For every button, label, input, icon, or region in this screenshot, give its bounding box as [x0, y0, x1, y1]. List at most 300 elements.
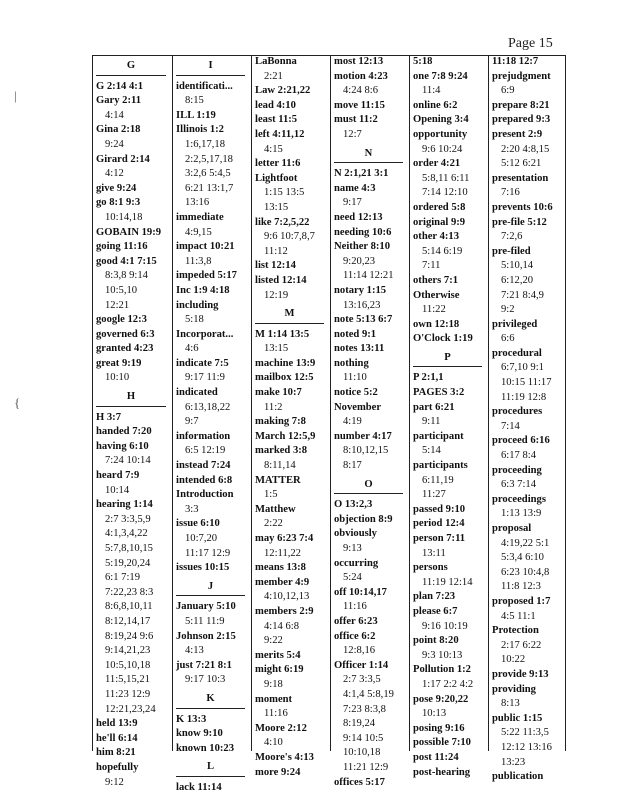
index-entry — [176, 80, 251, 109]
index-entry — [413, 128, 488, 157]
index-term: original 9:9 — [413, 216, 466, 228]
index-entry — [334, 313, 409, 328]
index-term: K 13:3 — [176, 713, 207, 725]
index-term: GOBAIN 19:9 — [96, 226, 162, 238]
index-entry — [334, 386, 409, 401]
index-term: may 6:23 7:4 — [255, 533, 314, 544]
page-line-reference: 13:16,23 — [343, 299, 381, 311]
index-entry — [413, 55, 488, 70]
index-entry — [334, 113, 409, 142]
index-term: period 12:4 — [413, 518, 465, 530]
index-entry — [413, 532, 488, 561]
index-term: off 10:14,17 — [334, 586, 387, 598]
index-term: moment — [255, 693, 293, 705]
index-entry — [492, 70, 567, 99]
page-line-reference: 4:19,22 5:1 — [501, 537, 550, 549]
page-line-reference: 9:16 10:19 — [422, 620, 468, 632]
index-entry — [255, 357, 330, 372]
index-entry — [492, 172, 567, 201]
index-entry — [176, 742, 251, 757]
page-line-reference: 4:19 — [343, 416, 362, 428]
index-term: proceedings — [492, 493, 546, 505]
index-entry — [413, 401, 488, 430]
page-line-reference: 4:6 — [185, 343, 199, 355]
index-term: opportunity — [413, 128, 468, 140]
page-line-reference: 6:3 7:14 — [501, 479, 537, 491]
index-term: MATTER — [255, 474, 301, 486]
page-line-reference: 6:21 13:1,7 — [185, 182, 234, 194]
page-line-reference: 7:2,6 — [501, 231, 523, 243]
index-term: left 4:11,12 — [255, 128, 305, 140]
index-term: heard 7:9 — [96, 470, 140, 482]
index-entry — [255, 503, 330, 532]
index-term: impact 10:21 — [176, 241, 235, 253]
page-line-reference: 13:15 — [264, 343, 289, 355]
index-term: Moore 2:12 — [255, 722, 307, 734]
index-entry — [96, 342, 172, 357]
index-entry — [413, 736, 488, 751]
page-line-reference: 11:22 — [422, 304, 446, 316]
index-entry — [96, 425, 172, 440]
page-line-reference: 5:8,11 6:11 — [422, 172, 470, 184]
index-term: must 11:2 — [334, 114, 378, 126]
index-entry — [96, 469, 172, 498]
index-entry — [492, 493, 567, 522]
word-index-table — [92, 55, 566, 793]
index-term: P 2:1,1 — [413, 372, 444, 384]
index-entry — [255, 722, 330, 751]
index-entry — [255, 474, 330, 503]
letter-heading: L — [176, 760, 245, 777]
index-term: might 6:19 — [255, 664, 304, 676]
page-line-reference: 11:14 12:21 — [343, 270, 394, 282]
index-term: name 4:3 — [334, 182, 376, 194]
page-line-reference: 8:11,14 — [264, 460, 296, 472]
index-term: Moore's 4:13 — [255, 751, 314, 763]
index-entry — [255, 216, 330, 260]
page-line-reference: 4:15 — [264, 143, 283, 155]
index-term: proposed 1:7 — [492, 595, 551, 607]
index-term: proceed 6:16 — [492, 435, 550, 447]
index-term: having 6:10 — [96, 440, 149, 452]
page-line-reference: 4:5 11:1 — [501, 610, 536, 622]
page-line-reference: 1:5 — [264, 489, 278, 501]
index-entry — [334, 328, 409, 343]
page-line-reference: 11:16 — [264, 708, 288, 720]
index-term: participants — [413, 460, 468, 472]
index-entry — [413, 503, 488, 518]
page-line-reference: 9:6 10:24 — [422, 143, 463, 155]
index-term: listed 12:14 — [255, 274, 307, 286]
index-term: present 2:9 — [492, 128, 543, 140]
index-term: O 13:2,3 — [334, 499, 373, 511]
page-line-reference: 2:22 — [264, 518, 283, 530]
index-entry — [334, 401, 409, 430]
index-entry — [255, 157, 330, 172]
index-term: governed 6:3 — [96, 328, 155, 340]
page-line-reference: 6:11,19 — [422, 474, 454, 486]
index-term: Incorporat... — [176, 328, 234, 340]
index-column-2 — [172, 55, 251, 793]
index-term: identificati... — [176, 80, 233, 92]
index-term: notes 13:11 — [334, 343, 385, 355]
index-entry — [96, 746, 172, 761]
page-line-reference: 9:17 — [343, 197, 362, 209]
index-entry — [96, 94, 172, 123]
index-entry — [176, 109, 251, 124]
page-line-reference: 8:15 — [185, 95, 204, 107]
index-term: ILL 1:19 — [176, 109, 216, 121]
index-term: most 12:13 — [334, 56, 384, 67]
index-entry — [96, 498, 172, 717]
index-entry — [492, 434, 567, 463]
index-entry — [176, 299, 251, 328]
index-term: persons — [413, 562, 448, 574]
page-line-reference: 11:12 — [264, 245, 288, 257]
page-line-reference: 6:17 8:4 — [501, 450, 537, 462]
index-term: ordered 5:8 — [413, 201, 466, 213]
index-entry — [413, 722, 488, 737]
index-term: means 13:8 — [255, 562, 306, 574]
index-entry — [334, 615, 409, 630]
index-entry — [255, 259, 330, 274]
index-term: Law 2:21,22 — [255, 85, 311, 97]
page-line-reference: 4:10,12,13 — [264, 591, 310, 603]
page-line-reference: 10:5,10 — [105, 284, 138, 296]
index-term: move 11:15 — [334, 99, 385, 111]
index-term: H 3:7 — [96, 411, 122, 423]
index-term: Gary 2:11 — [96, 95, 142, 107]
index-entry — [334, 357, 409, 386]
page-line-reference: 8:3,8 9:14 — [105, 270, 148, 282]
index-entry — [255, 766, 330, 781]
page-line-reference: 1:6,17,18 — [185, 138, 226, 150]
index-term: January 5:10 — [176, 601, 236, 613]
page-line-reference: 4:1,4 5:8,19 — [343, 688, 394, 700]
index-term: known 10:23 — [176, 742, 234, 754]
index-entry — [96, 357, 172, 386]
page-line-reference: 9:17 11:9 — [185, 372, 225, 384]
index-entry — [492, 464, 567, 493]
index-term: know 9:10 — [176, 728, 223, 740]
page-line-reference: 12:7 — [343, 128, 362, 140]
index-entry — [255, 113, 330, 128]
page-line-reference: 11:19 12:14 — [422, 576, 473, 588]
index-entry — [176, 488, 251, 517]
index-term: hopefully — [96, 761, 139, 773]
index-entry — [255, 605, 330, 649]
index-entry — [413, 517, 488, 532]
index-entry — [492, 99, 567, 114]
index-term: offices 5:17 — [334, 776, 385, 788]
index-term: give 9:24 — [96, 182, 137, 194]
index-entry — [255, 649, 330, 664]
index-term: pose 9:20,22 — [413, 693, 469, 705]
page-line-reference: 11:8 12:3 — [501, 581, 541, 593]
index-entry — [492, 668, 567, 683]
index-term: noted 9:1 — [334, 328, 377, 340]
page-line-reference: 7:23 8:3,8 — [343, 703, 386, 715]
page-line-reference: 8:10,12,15 — [343, 445, 389, 457]
index-term: LaBonna — [255, 56, 297, 67]
index-entry — [176, 600, 251, 629]
index-entry — [413, 605, 488, 634]
index-term: notice 5:2 — [334, 387, 378, 399]
index-term: held 13:9 — [96, 718, 138, 730]
index-entry — [413, 289, 488, 318]
page-line-reference: 11:19 12:8 — [501, 391, 547, 403]
index-term: notary 1:15 — [334, 284, 387, 296]
page-line-reference: 10:14,18 — [105, 211, 143, 223]
index-entry — [334, 182, 409, 211]
index-term: motion 4:23 — [334, 70, 388, 82]
index-column-1 — [93, 55, 172, 788]
page-line-reference: 4:12 — [105, 168, 124, 180]
index-term: Lightfoot — [255, 172, 298, 184]
index-term: Matthew — [255, 503, 296, 515]
index-term: March 12:5,9 — [255, 430, 316, 442]
page-line-reference: 11:10 — [343, 372, 367, 384]
index-term: point 8:20 — [413, 635, 459, 647]
index-term: 5:18 — [413, 56, 433, 67]
index-entry — [96, 255, 172, 313]
index-entry — [255, 55, 330, 84]
index-entry — [413, 113, 488, 128]
index-term: prevents 10:6 — [492, 201, 553, 213]
index-entry — [492, 216, 567, 245]
page-line-reference: 11:5,15,21 — [105, 674, 150, 686]
page-line-reference: 11:3,8 — [185, 255, 212, 267]
index-term: issues 10:15 — [176, 562, 230, 574]
page-line-reference: 2:21 — [264, 70, 283, 82]
index-term: Gina 2:18 — [96, 124, 141, 136]
page-line-reference: 3:2,6 5:4,5 — [185, 168, 231, 180]
page-line-reference: 7:14 — [501, 420, 520, 432]
index-entry — [334, 70, 409, 99]
index-entry — [96, 240, 172, 255]
index-entry — [96, 226, 172, 241]
index-term: more 9:24 — [255, 766, 301, 778]
page-line-reference: 7:16 — [501, 187, 520, 199]
index-entry — [96, 411, 172, 426]
page-line-reference: 4:14 — [105, 109, 124, 121]
page-line-reference: 12:12 13:16 — [501, 741, 552, 753]
index-entry — [255, 751, 330, 766]
index-term: indicated — [176, 387, 218, 399]
page-line-reference: 8:19,24 9:6 — [105, 630, 154, 642]
page-line-reference: 8:17 — [343, 460, 362, 472]
index-term: indicate 7:5 — [176, 357, 229, 369]
index-entry — [176, 781, 251, 796]
index-entry — [334, 342, 409, 357]
index-entry — [255, 84, 330, 99]
page-line-reference: 8:13 — [501, 698, 520, 710]
index-term: post 11:24 — [413, 751, 459, 763]
page-line-reference: 9:14,21,23 — [105, 645, 151, 657]
index-term: obviously — [334, 528, 377, 540]
index-entry — [413, 590, 488, 605]
page-line-reference: 12:11,22 — [264, 547, 301, 559]
letter-heading: N — [334, 147, 403, 164]
index-entry — [413, 99, 488, 114]
page-line-reference: 6:23 10:4,8 — [501, 566, 550, 578]
index-entry — [413, 157, 488, 201]
page-line-reference: 5:14 — [422, 445, 441, 457]
index-entry — [413, 751, 488, 766]
page-line-reference: 1:13 13:9 — [501, 508, 542, 520]
margin-mark: { — [14, 395, 21, 410]
index-column-3 — [251, 55, 330, 778]
index-entry — [96, 717, 172, 732]
page-line-reference: 9:20,23 — [343, 255, 376, 267]
index-term: passed 9:10 — [413, 503, 466, 515]
page-line-reference: 12:8,16 — [343, 645, 376, 657]
page-line-reference: 13:23 — [501, 756, 526, 768]
index-entry — [334, 240, 409, 284]
index-entry — [176, 357, 251, 386]
index-entry — [255, 444, 330, 473]
index-term: proposal — [492, 523, 532, 534]
index-entry — [413, 201, 488, 216]
letter-heading: J — [176, 580, 245, 597]
page-line-reference: 2:17 6:22 — [501, 639, 542, 651]
index-term: good 4:1 7:15 — [96, 255, 157, 267]
index-term: presentation — [492, 172, 549, 184]
index-term: member 4:9 — [255, 576, 310, 588]
index-term: occurring — [334, 557, 379, 569]
index-entry — [413, 561, 488, 590]
index-entry — [492, 113, 567, 128]
page-line-reference: 7:22,23 8:3 — [105, 586, 154, 598]
index-term: prepare 8:21 — [492, 99, 550, 111]
index-term: lack 11:14 — [176, 781, 222, 793]
index-entry — [96, 313, 172, 328]
page-line-reference: 9:13 — [343, 543, 362, 554]
page-line-reference: 5:14 6:19 — [422, 245, 463, 257]
page-line-reference: 11:17 12:9 — [185, 547, 231, 559]
page-line-reference: 7:24 10:14 — [105, 455, 151, 467]
page-line-reference: 8:6,8,10,11 — [105, 601, 153, 613]
page-line-reference: 7:14 12:10 — [422, 187, 468, 199]
page-line-reference: 2:7 3:3,5 — [343, 674, 381, 686]
index-term: note 5:13 6:7 — [334, 314, 393, 326]
index-term: prepared 9:3 — [492, 114, 551, 126]
page-line-reference: 5:11 11:9 — [185, 615, 225, 627]
index-term: nothing — [334, 357, 369, 369]
index-entry — [334, 513, 409, 528]
page-line-reference: 1:17 2:2 4:2 — [422, 678, 474, 690]
letter-heading: I — [176, 59, 245, 76]
index-entry — [334, 55, 409, 70]
index-entry — [176, 659, 251, 688]
index-term: participant — [413, 430, 464, 442]
page-line-reference: 6:1 7:19 — [105, 572, 141, 584]
index-term: needing 10:6 — [334, 226, 392, 238]
index-term: other 4:13 — [413, 231, 459, 243]
page-line-reference: 7:11 — [422, 260, 441, 272]
index-entry — [176, 713, 251, 728]
page-line-reference: 2:20 4:8,15 — [501, 143, 550, 155]
index-term: handed 7:20 — [96, 426, 152, 438]
page-line-reference: 12:19 — [264, 289, 289, 301]
page-line-reference: 6:5 12:19 — [185, 445, 226, 457]
index-entry — [413, 386, 488, 401]
page-line-reference: 6:13,18,22 — [185, 401, 231, 413]
index-entry — [255, 430, 330, 445]
index-term: possible 7:10 — [413, 737, 471, 749]
index-term: him 8:21 — [96, 747, 136, 759]
index-term: Opening 3:4 — [413, 114, 469, 126]
index-entry — [255, 128, 330, 157]
page-line-reference: 9:22 — [264, 635, 283, 647]
index-term: Pollution 1:2 — [413, 664, 471, 676]
index-term: one 7:8 9:24 — [413, 70, 468, 82]
index-entry — [334, 630, 409, 659]
page-line-reference: 4:10 — [264, 737, 283, 749]
index-entry — [492, 347, 567, 405]
index-entry — [255, 99, 330, 114]
index-term: machine 13:9 — [255, 357, 316, 369]
page-line-reference: 12:21 — [105, 299, 130, 311]
index-term: privileged — [492, 318, 538, 330]
page-number: Page 15 — [508, 36, 553, 51]
index-term: go 8:1 9:3 — [96, 197, 141, 209]
page-line-reference: 11:21 12:9 — [343, 761, 389, 773]
page-line-reference: 10:7,20 — [185, 533, 218, 544]
page-line-reference: 6:9 — [501, 85, 515, 97]
index-entry — [96, 153, 172, 182]
index-term: lead 4:10 — [255, 99, 296, 111]
index-entry — [334, 527, 409, 556]
index-column-5 — [409, 55, 488, 778]
index-term: order 4:21 — [413, 158, 461, 170]
index-entry — [96, 123, 172, 152]
page-line-reference: 10:5,10,18 — [105, 659, 151, 671]
index-column-6 — [488, 55, 567, 783]
index-term: N 2:1,21 3:1 — [334, 168, 389, 180]
index-term: 11:18 12:7 — [492, 56, 539, 67]
page-line-reference: 4:9,15 — [185, 226, 212, 238]
index-entry — [334, 167, 409, 182]
index-entry — [176, 430, 251, 459]
index-entry — [255, 561, 330, 576]
index-entry — [334, 557, 409, 586]
index-term: office 6:2 — [334, 630, 376, 642]
page-line-reference: 5:12 6:21 — [501, 158, 542, 170]
index-term: own 12:18 — [413, 318, 460, 330]
letter-heading: H — [96, 390, 166, 407]
index-term: others 7:1 — [413, 274, 459, 286]
page-line-reference: 4:13 — [185, 645, 204, 657]
index-term: provide 9:13 — [492, 668, 549, 680]
index-term: procedures — [492, 406, 543, 418]
index-entry — [334, 430, 409, 474]
index-entry — [96, 761, 172, 790]
index-entry — [255, 693, 330, 722]
index-term: posing 9:16 — [413, 722, 465, 734]
page-line-reference: 12:21,23,24 — [105, 703, 156, 715]
index-term: like 7:2,5,22 — [255, 216, 310, 228]
index-term: issue 6:10 — [176, 518, 220, 530]
index-term: great 9:19 — [96, 357, 142, 369]
index-term: letter 11:6 — [255, 158, 301, 170]
index-entry — [176, 284, 251, 299]
page-line-reference: 2:7 3:3,5,9 — [105, 513, 151, 525]
page-line-reference: 5:24 — [343, 572, 362, 584]
page-line-reference: 10:22 — [501, 654, 526, 666]
index-entry — [492, 712, 567, 770]
index-term: pre-filed — [492, 245, 531, 257]
